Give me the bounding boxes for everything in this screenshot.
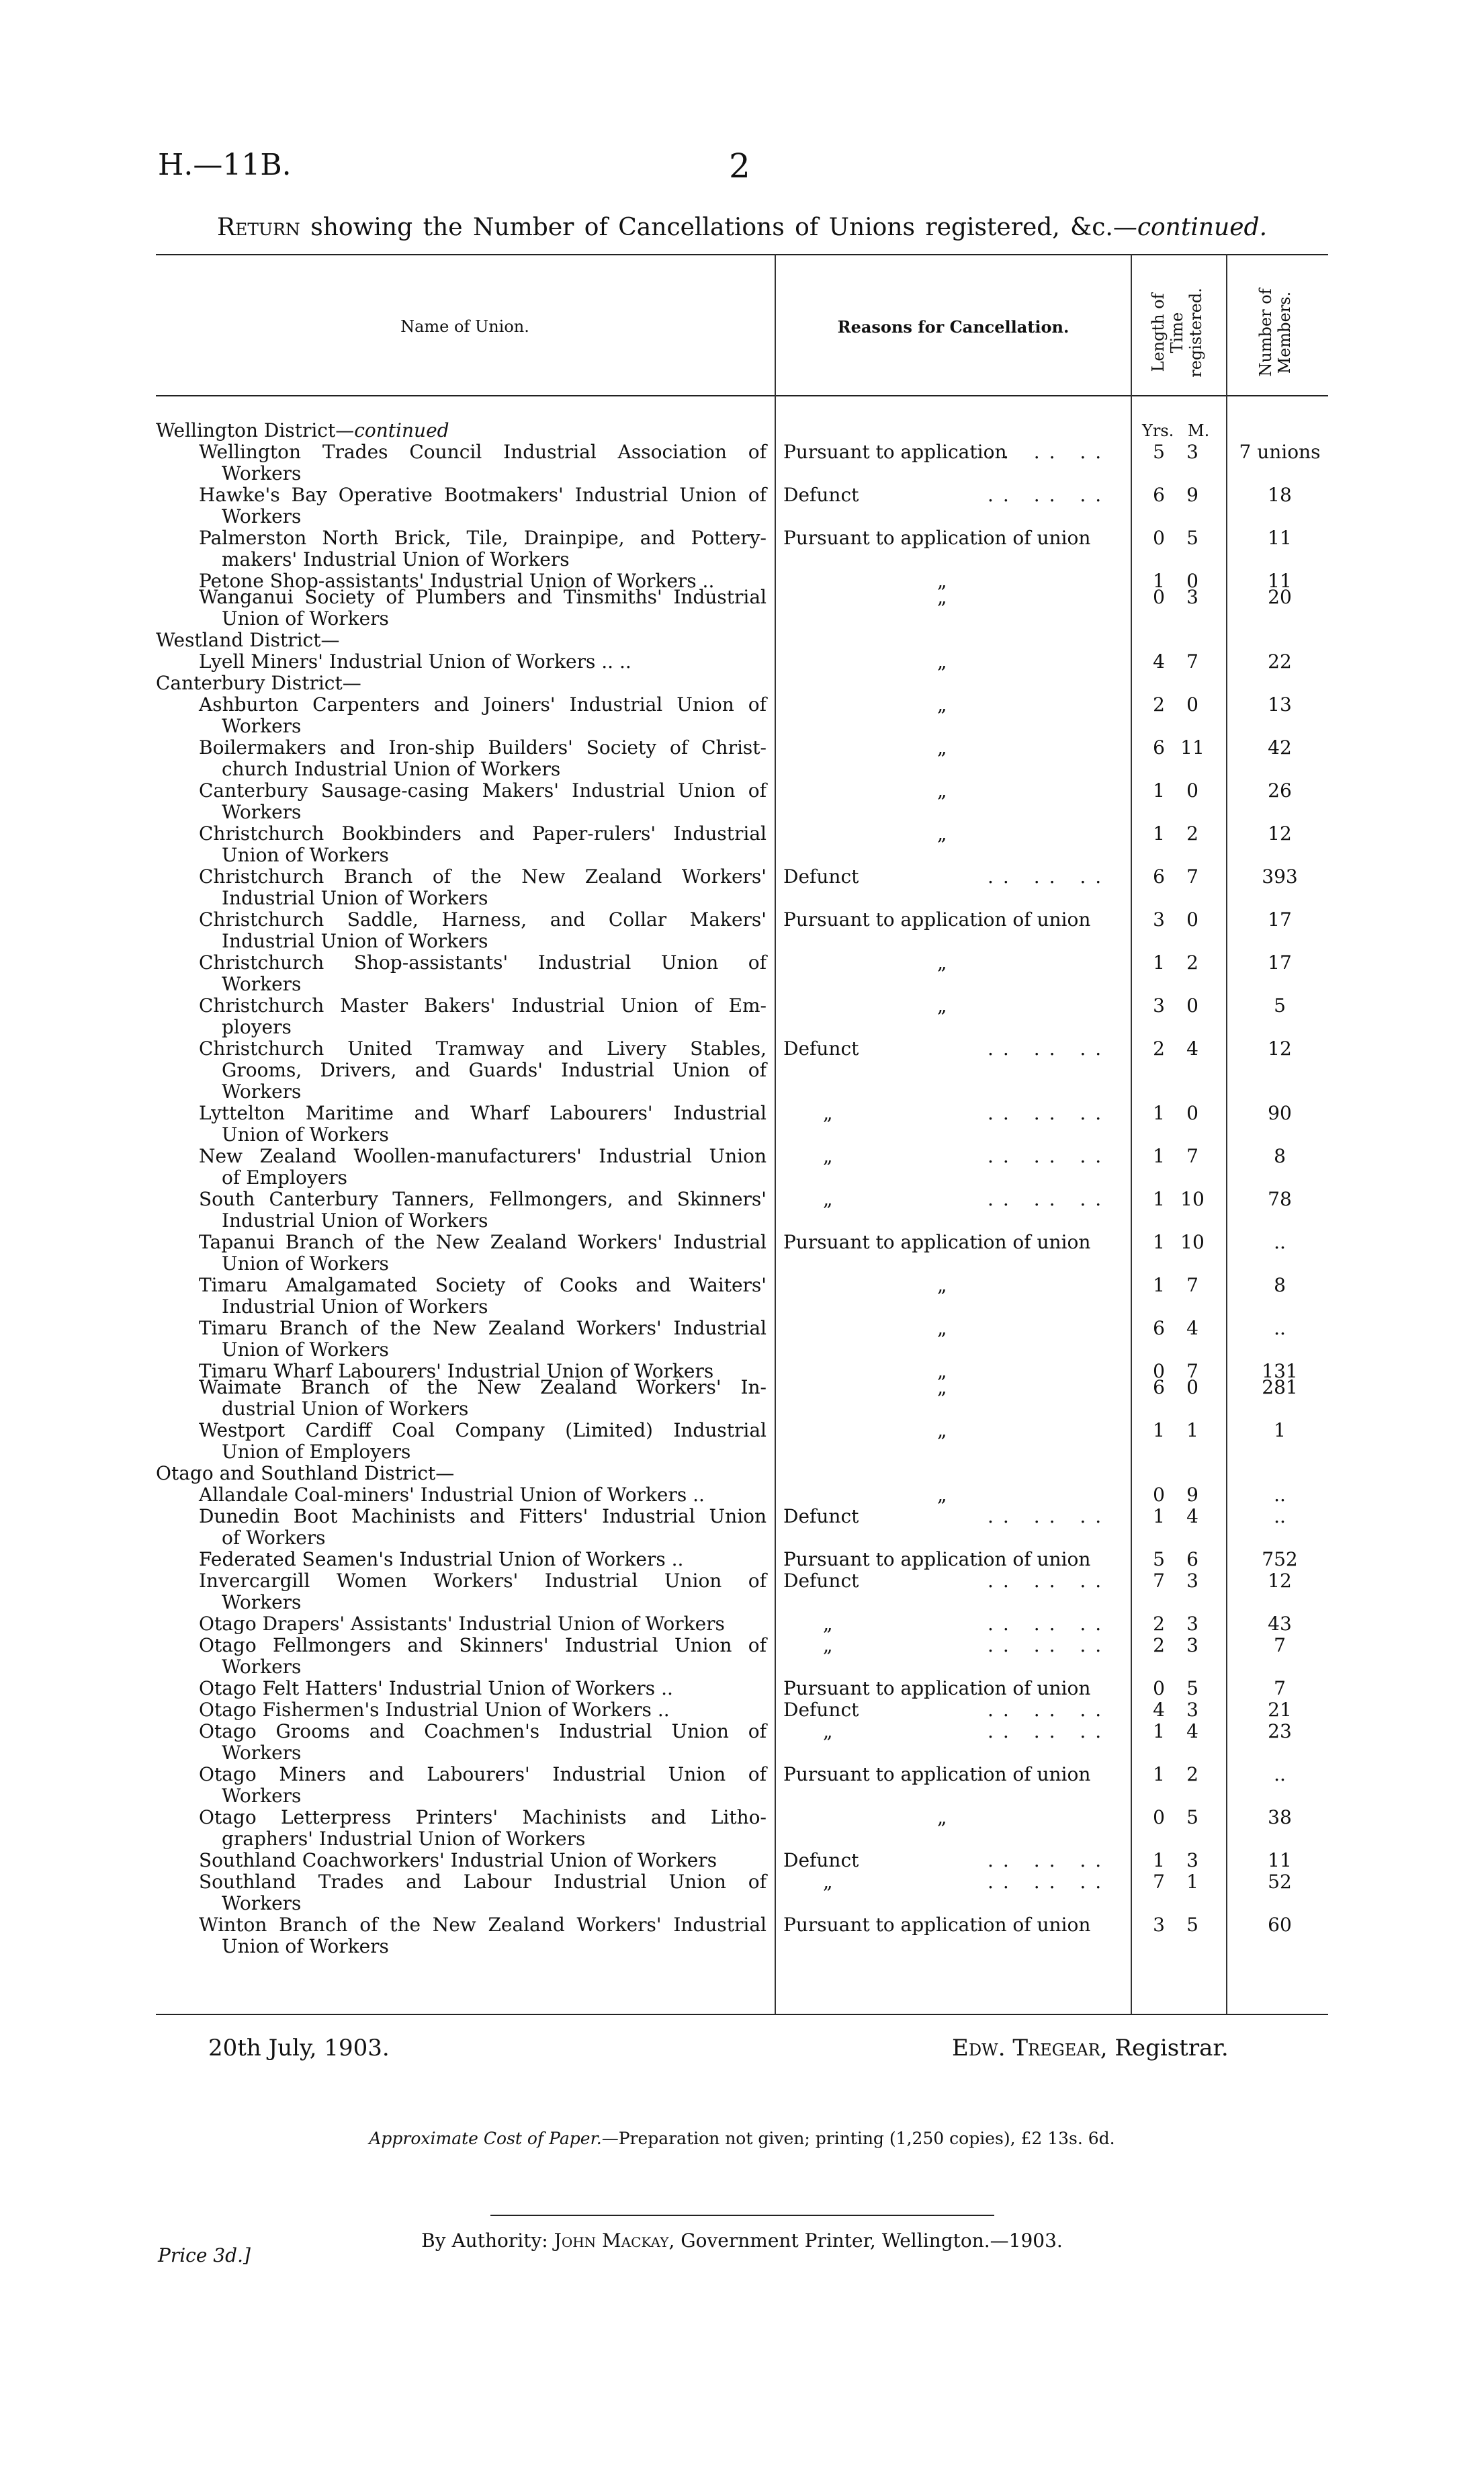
members-cell: 131 (1262, 1360, 1298, 1382)
members-cell: 17 (1268, 908, 1292, 931)
union-name: Otago Drapers' Assistants' Industrial Union of Workers (199, 1613, 725, 1635)
reason-cell: „ (937, 1419, 947, 1441)
reason-cell: Pursuant to application (783, 441, 1007, 463)
union-name: Otago Felt Hatters' Industrial Union of Workers .. (199, 1677, 673, 1699)
district-name: Wellington District— (156, 419, 355, 441)
months-cell: 4 (1186, 1317, 1198, 1339)
union-name: Lyttelton Maritime and Wharf Labourers' Industrial (199, 1102, 767, 1124)
union-name-continuation: Union of Workers (222, 1338, 389, 1361)
years-cell: 4 (1153, 650, 1165, 673)
reason-cell: Defunct (783, 1570, 859, 1592)
months-cell: 0 (1186, 1102, 1198, 1124)
members-header-line1: Number of (1256, 288, 1275, 377)
district-name: Otago and Southland District— (156, 1462, 455, 1484)
column-header-length (1149, 255, 1209, 410)
years-cell: 1 (1153, 1188, 1165, 1210)
unit-years: Yrs. (1142, 421, 1174, 440)
footer-rule (490, 2215, 994, 2216)
reason-cell: „ (823, 1634, 833, 1656)
registrar-prefix: Edw. (952, 2035, 1013, 2061)
reason-cell: „ (823, 1145, 833, 1167)
union-name-continuation: dustrial Union of Workers (222, 1398, 469, 1420)
months-cell: 2 (1186, 951, 1198, 974)
months-cell: 0 (1186, 570, 1198, 592)
years-cell: 1 (1153, 1231, 1165, 1253)
union-name-continuation: Union of Workers (222, 1123, 389, 1146)
members-cell: 11 (1268, 1849, 1292, 1871)
reason-cell: Defunct (783, 1037, 859, 1060)
members-cell: 38 (1268, 1806, 1292, 1828)
union-name-continuation: Union of Workers (222, 1935, 389, 1957)
title-text: showing the Number of Cancellations of Unions registered, &c.— (310, 214, 1137, 241)
years-cell: 5 (1153, 441, 1165, 463)
years-cell: 0 (1153, 1806, 1165, 1828)
union-name: Southland Coachworkers' Industrial Union of Workers (199, 1849, 717, 1871)
union-name: Allandale Coal-miners' Industrial Union of Workers .. (199, 1484, 705, 1506)
months-cell: 7 (1186, 650, 1198, 673)
months-cell: 3 (1186, 586, 1198, 608)
union-name-continuation: Industrial Union of Workers (222, 887, 488, 909)
cost-label: Approximate Cost of Paper. (369, 2129, 602, 2148)
members-cell: 393 (1262, 865, 1298, 888)
union-name: Christchurch Master Bakers' Industrial Union of Em- (199, 994, 767, 1017)
authority-prefix: By Authority: (421, 2229, 554, 2252)
members-cell: 20 (1268, 586, 1292, 608)
reason-cell: „ (937, 1317, 947, 1339)
district-heading (156, 673, 767, 694)
months-cell: 3 (1186, 1613, 1198, 1635)
union-name-continuation: Union of Workers (222, 607, 389, 630)
reason-cell: „ (823, 1102, 833, 1124)
leader-dots: .. .. .. (988, 1188, 1111, 1210)
district-heading (156, 630, 767, 651)
reason-cell: „ (823, 1720, 833, 1742)
page-number: 2 (729, 146, 750, 185)
months-cell: 0 (1186, 1376, 1198, 1398)
union-name: Federated Seamen's Industrial Union of Workers .. (199, 1548, 684, 1570)
reason-cell: „ (937, 779, 947, 802)
union-name-continuation: Workers (222, 1591, 302, 1613)
members-cell: 78 (1268, 1188, 1292, 1210)
months-cell: 2 (1186, 822, 1198, 845)
leader-dots: .. .. .. (988, 865, 1111, 888)
years-cell: 0 (1153, 586, 1165, 608)
years-cell: 7 (1153, 1871, 1165, 1893)
years-cell: 1 (1153, 1505, 1165, 1527)
title-return-word: Return (216, 214, 300, 241)
members-cell: 11 (1268, 570, 1292, 592)
months-cell: 0 (1186, 908, 1198, 931)
leader-dots: .. .. .. (988, 1037, 1111, 1060)
union-name: Boilermakers and Iron-ship Builders' Society of Christ- (199, 736, 767, 759)
union-name-continuation: of Workers (222, 1527, 326, 1549)
union-name: Christchurch Saddle, Harness, and Collar Makers' (199, 908, 767, 931)
members-cell: 1 (1274, 1419, 1286, 1441)
reason-cell: „ (937, 1806, 947, 1828)
district-heading (156, 1463, 767, 1484)
months-cell: 7 (1186, 1145, 1198, 1167)
years-cell: 7 (1153, 1570, 1165, 1592)
reason-cell: „ (937, 650, 947, 673)
years-cell: 5 (1153, 1548, 1165, 1570)
months-cell: 6 (1186, 1548, 1198, 1570)
years-cell: 6 (1153, 1376, 1165, 1398)
members-cell: 12 (1268, 1037, 1292, 1060)
union-name: Hawke's Bay Operative Bootmakers' Industrial Union of (199, 484, 767, 506)
reason-cell: „ (937, 822, 947, 845)
months-cell: 11 (1180, 736, 1205, 759)
years-cell: 6 (1153, 736, 1165, 759)
months-cell: 7 (1186, 1274, 1198, 1296)
district-heading (156, 420, 767, 441)
members-cell: 90 (1268, 1102, 1292, 1124)
reason-cell: „ (937, 693, 947, 716)
months-cell: 0 (1186, 693, 1198, 716)
union-name: Christchurch Branch of the New Zealand Workers' (199, 865, 767, 888)
members-header-line2: Members. (1275, 291, 1294, 374)
cost-note (0, 2129, 1484, 2148)
members-cell: .. (1274, 1317, 1286, 1339)
union-name: Wellington Trades Council Industrial Association of (199, 441, 767, 463)
union-name-continuation: Workers (222, 1892, 302, 1914)
members-cell: 7 unions (1239, 441, 1321, 463)
years-cell: 1 (1153, 1763, 1165, 1785)
members-cell: .. (1274, 1505, 1286, 1527)
length-header-line3: registered. (1186, 288, 1205, 378)
years-cell: 6 (1153, 484, 1165, 506)
months-cell: 3 (1186, 1699, 1198, 1721)
union-name: Otago Grooms and Coachmen's Industrial Union of (199, 1720, 767, 1742)
table-bottom-rule (156, 2014, 1328, 2015)
months-cell: 2 (1186, 1763, 1198, 1785)
years-cell: 1 (1153, 1720, 1165, 1742)
reason-cell: „ (937, 1484, 947, 1506)
reason-cell: „ (937, 1274, 947, 1296)
members-cell: 13 (1268, 693, 1292, 716)
months-cell: 3 (1186, 441, 1198, 463)
union-name-continuation: Grooms, Drivers, and Guards' Industrial Union of (222, 1059, 767, 1081)
printer-name: John Mackay (554, 2229, 669, 2252)
union-name: Dunedin Boot Machinists and Fitters' Industrial Union (199, 1505, 767, 1527)
years-cell: 3 (1153, 908, 1165, 931)
years-cell: 2 (1153, 693, 1165, 716)
reason-cell: Defunct (783, 865, 859, 888)
authority-suffix: , Government Printer, Wellington.—1903. (668, 2229, 1063, 2252)
union-name-continuation: Workers (222, 1785, 302, 1807)
union-name-continuation: Workers (222, 973, 302, 995)
reason-cell: „ (823, 1188, 833, 1210)
members-cell: 18 (1268, 484, 1292, 506)
union-name: Otago Fishermen's Industrial Union of Workers .. (199, 1699, 670, 1721)
years-cell: 1 (1153, 1419, 1165, 1441)
years-cell: 0 (1153, 527, 1165, 549)
union-name: Otago Miners and Labourers' Industrial Union of (199, 1763, 767, 1785)
column-divider-name (775, 254, 776, 2014)
union-name: Otago Fellmongers and Skinners' Industrial Union of (199, 1634, 767, 1656)
members-cell: 12 (1268, 822, 1292, 845)
members-cell: 22 (1268, 650, 1292, 673)
length-header-line1: Length of (1149, 293, 1168, 372)
members-cell: 17 (1268, 951, 1292, 974)
members-cell: 26 (1268, 779, 1292, 802)
months-cell: 1 (1186, 1419, 1198, 1441)
months-cell: 0 (1186, 779, 1198, 802)
leader-dots: .. .. .. (988, 1613, 1111, 1635)
leader-dots: .. .. .. (988, 1145, 1111, 1167)
union-name: Petone Shop-assistants' Industrial Union of Workers .. (199, 570, 715, 592)
months-cell: 5 (1186, 1677, 1198, 1699)
months-cell: 5 (1186, 1914, 1198, 1936)
union-name: Wanganui Society of Plumbers and Tinsmiths' Industrial (199, 586, 767, 608)
years-cell: 2 (1153, 1037, 1165, 1060)
months-cell: 10 (1180, 1188, 1205, 1210)
years-cell: 6 (1153, 1317, 1165, 1339)
months-cell: 4 (1186, 1037, 1198, 1060)
months-cell: 3 (1186, 1570, 1198, 1592)
union-name-continuation: Workers (222, 1742, 302, 1764)
years-cell: 3 (1153, 994, 1165, 1017)
page-title (0, 214, 1484, 241)
union-name-continuation: Union of Workers (222, 844, 389, 866)
union-name: Christchurch Bookbinders and Paper-rulers' Industrial (199, 822, 767, 845)
union-name-continuation: makers' Industrial Union of Workers (222, 548, 570, 570)
months-cell: 7 (1186, 865, 1198, 888)
members-cell: 8 (1274, 1145, 1286, 1167)
union-name-continuation: Workers (222, 462, 302, 484)
reason-cell: „ (937, 736, 947, 759)
members-cell: 752 (1262, 1548, 1298, 1570)
reason-cell: Pursuant to application of union (783, 1914, 1091, 1936)
union-name-continuation: church Industrial Union of Workers (222, 758, 561, 780)
reason-cell: Defunct (783, 484, 859, 506)
union-name: New Zealand Woollen-manufacturers' Industrial Union (199, 1145, 767, 1167)
union-name: South Canterbury Tanners, Fellmongers, and Skinners' (199, 1188, 767, 1210)
union-name-continuation: Union of Employers (222, 1441, 411, 1463)
leader-dots: .. .. .. (988, 1634, 1111, 1656)
members-cell: 7 (1274, 1634, 1286, 1656)
union-name: Invercargill Women Workers' Industrial Union of (199, 1570, 767, 1592)
leader-dots: .. .. .. (988, 1102, 1111, 1124)
years-cell: 2 (1153, 1634, 1165, 1656)
union-name: Otago Letterpress Printers' Machinists and Litho- (199, 1806, 767, 1828)
length-header-line2: Time (1168, 312, 1186, 353)
union-name-continuation: of Employers (222, 1166, 347, 1189)
months-cell: 4 (1186, 1720, 1198, 1742)
months-cell: 9 (1186, 1484, 1198, 1506)
union-name: Lyell Miners' Industrial Union of Workers .. .. (199, 650, 631, 673)
members-cell: 8 (1274, 1274, 1286, 1296)
members-cell: .. (1274, 1763, 1286, 1785)
members-cell: 23 (1268, 1720, 1292, 1742)
union-name-continuation: Industrial Union of Workers (222, 1209, 488, 1232)
years-cell: 1 (1153, 570, 1165, 592)
district-name: Canterbury District— (156, 672, 361, 694)
members-cell: 43 (1268, 1613, 1292, 1635)
months-cell: 1 (1186, 1871, 1198, 1893)
years-cell: 0 (1153, 1360, 1165, 1382)
months-cell: 9 (1186, 484, 1198, 506)
union-name: Southland Trades and Labour Industrial Union of (199, 1871, 767, 1893)
column-header-name: Name of Union. (400, 317, 529, 336)
union-name: Waimate Branch of the New Zealand Workers' In- (199, 1376, 767, 1398)
years-cell: 2 (1153, 1613, 1165, 1635)
years-cell: 3 (1153, 1914, 1165, 1936)
cost-text: —Preparation not given; printing (1,250 copies), £2 13s. 6d. (601, 2129, 1115, 2148)
members-cell: 42 (1268, 736, 1292, 759)
years-cell: 1 (1153, 1274, 1165, 1296)
members-cell: 52 (1268, 1871, 1292, 1893)
months-cell: 0 (1186, 994, 1198, 1017)
reason-cell: Pursuant to application of union (783, 1677, 1091, 1699)
reason-cell: Defunct (783, 1699, 859, 1721)
union-name: Ashburton Carpenters and Joiners' Industrial Union of (199, 693, 767, 716)
reason-cell: „ (937, 1376, 947, 1398)
months-cell: 10 (1180, 1231, 1205, 1253)
members-cell: .. (1274, 1484, 1286, 1506)
members-cell: 12 (1268, 1570, 1292, 1592)
union-name: Canterbury Sausage-casing Makers' Industrial Union of (199, 779, 767, 802)
years-cell: 1 (1153, 1102, 1165, 1124)
union-name-continuation: Industrial Union of Workers (222, 1295, 488, 1318)
years-cell: 6 (1153, 865, 1165, 888)
reason-cell: Defunct (783, 1505, 859, 1527)
months-cell: 4 (1186, 1505, 1198, 1527)
district-name: Westland District— (156, 629, 340, 651)
months-cell: 7 (1186, 1360, 1198, 1382)
members-cell: 11 (1268, 527, 1292, 549)
union-name-continuation: Workers (222, 505, 302, 527)
leader-dots: .. .. .. (988, 441, 1111, 463)
union-name: Timaru Wharf Labourers' Industrial Union of Workers (199, 1360, 714, 1382)
registrar-role: , Registrar. (1100, 2035, 1229, 2061)
months-cell: 5 (1186, 1806, 1198, 1828)
years-cell: 1 (1153, 822, 1165, 845)
union-name: Westport Cardiff Coal Company (Limited) Industrial (199, 1419, 767, 1441)
months-cell: 3 (1186, 1849, 1198, 1871)
months-cell: 3 (1186, 1634, 1198, 1656)
leader-dots: .. .. .. (988, 1720, 1111, 1742)
union-name-continuation: graphers' Industrial Union of Workers (222, 1828, 586, 1850)
reason-cell: „ (937, 1360, 947, 1382)
leader-dots: .. .. .. (988, 1570, 1111, 1592)
reason-cell: „ (937, 994, 947, 1017)
union-name-continuation: Workers (222, 1080, 302, 1103)
members-cell: .. (1274, 1231, 1286, 1253)
union-name-continuation: Workers (222, 801, 302, 823)
union-name: Timaru Branch of the New Zealand Workers' Industrial (199, 1317, 767, 1339)
reason-cell: „ (937, 586, 947, 608)
members-cell: 5 (1274, 994, 1286, 1017)
members-cell: 281 (1262, 1376, 1298, 1398)
column-divider-length (1226, 254, 1227, 2014)
district-continued: continued (354, 419, 449, 441)
reason-cell: Pursuant to application of union (783, 1763, 1091, 1785)
title-continued: continued. (1137, 214, 1268, 241)
reason-cell: Defunct (783, 1849, 859, 1871)
price: Price 3d.] (158, 2244, 251, 2266)
union-name-continuation: ployers (222, 1016, 292, 1038)
years-cell: 1 (1153, 1145, 1165, 1167)
reason-cell: „ (937, 570, 947, 592)
union-name-continuation: Industrial Union of Workers (222, 930, 488, 952)
signature-date: 20th July, 1903. (208, 2035, 390, 2061)
union-name: Winton Branch of the New Zealand Workers' Industrial (199, 1914, 767, 1936)
members-cell: 21 (1268, 1699, 1292, 1721)
column-divider-reasons (1131, 254, 1132, 2014)
reason-cell: Pursuant to application of union (783, 1231, 1091, 1253)
reason-cell: Pursuant to application of union (783, 1548, 1091, 1570)
leader-dots: .. .. .. (988, 1871, 1111, 1893)
union-name-continuation: Workers (222, 715, 302, 737)
years-cell: 0 (1153, 1677, 1165, 1699)
column-header-members (1256, 265, 1297, 400)
years-cell: 1 (1153, 1849, 1165, 1871)
reason-cell: „ (823, 1871, 833, 1893)
union-name: Timaru Amalgamated Society of Cooks and Waiters' (199, 1274, 767, 1296)
column-header-reasons: Reasons for Cancellation. (837, 317, 1070, 337)
years-cell: 1 (1153, 951, 1165, 974)
union-name: Christchurch United Tramway and Livery Stables, (199, 1037, 767, 1060)
union-name: Palmerston North Brick, Tile, Drainpipe, and Pottery- (199, 527, 767, 549)
months-cell: 5 (1186, 527, 1198, 549)
leader-dots: .. .. .. (988, 1699, 1111, 1721)
union-name-continuation: Workers (222, 1656, 302, 1678)
union-name: Christchurch Shop-assistants' Industrial Union of (199, 951, 767, 974)
members-cell: 60 (1268, 1914, 1292, 1936)
union-name: Tapanui Branch of the New Zealand Workers' Industrial (199, 1231, 767, 1253)
registrar-name: Tregear (1012, 2035, 1100, 2061)
leader-dots: .. .. .. (988, 484, 1111, 506)
signature-registrar (952, 2035, 1229, 2061)
members-cell: 7 (1274, 1677, 1286, 1699)
years-cell: 1 (1153, 779, 1165, 802)
document-reference: H.—11B. (158, 148, 292, 182)
union-name-continuation: Union of Workers (222, 1252, 389, 1275)
years-cell: 4 (1153, 1699, 1165, 1721)
reason-cell: „ (823, 1613, 833, 1635)
years-cell: 0 (1153, 1484, 1165, 1506)
reason-cell: Pursuant to application of union (783, 527, 1091, 549)
reason-cell: „ (937, 951, 947, 974)
unit-months: M. (1188, 421, 1210, 440)
leader-dots: .. .. .. (988, 1849, 1111, 1871)
reason-cell: Pursuant to application of union (783, 908, 1091, 931)
leader-dots: .. .. .. (988, 1505, 1111, 1527)
